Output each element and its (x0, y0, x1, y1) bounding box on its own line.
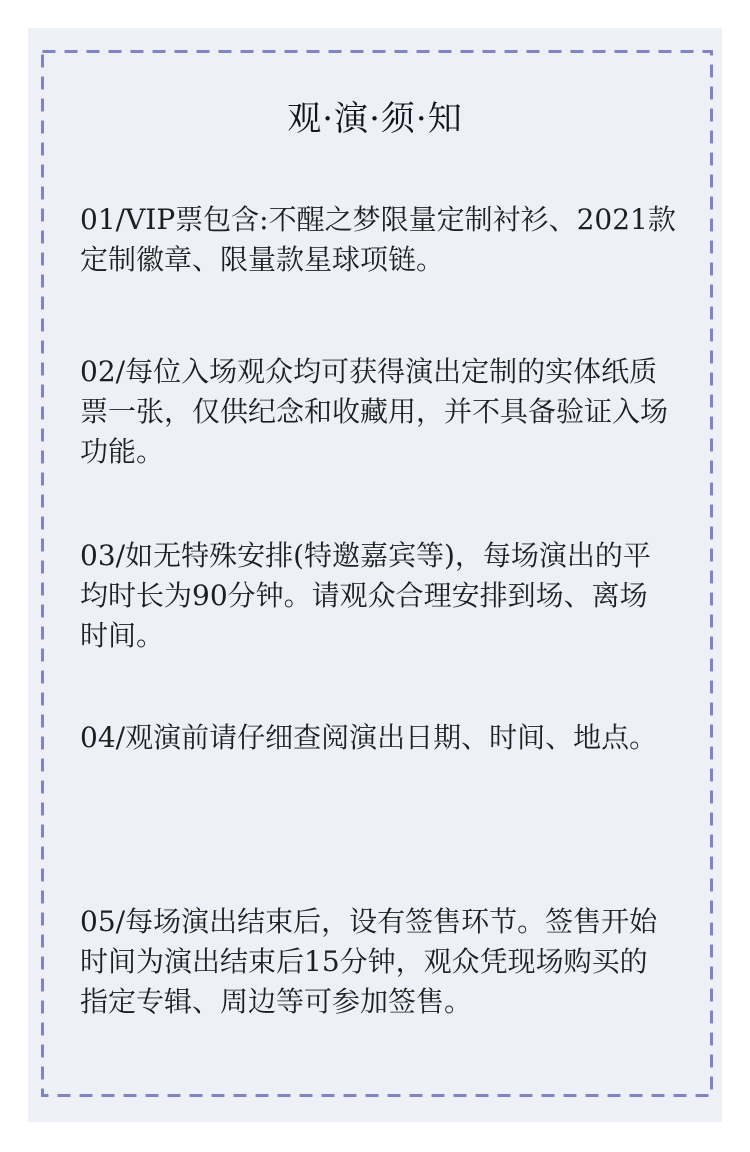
notice-paragraph-02 (80, 352, 668, 472)
paragraph-line: 03/如无特殊安排(特邀嘉宾等)，每场演出的平 (80, 539, 651, 572)
paragraph-line: 01/VIP票包含:不醒之梦限量定制衬衫、2021款 (80, 203, 676, 236)
paragraph-line: 定制徽章、限量款星球项链。 (80, 243, 445, 276)
paragraph-line: 指定专辑、周边等可参加签售。 (80, 985, 473, 1018)
notice-panel (28, 28, 722, 1122)
paragraph-line: 时间。 (80, 619, 165, 652)
notice-paragraph-05 (80, 902, 657, 1022)
paragraph-line: 功能。 (80, 435, 165, 468)
notice-paragraph-03 (80, 536, 651, 656)
paragraph-line: 05/每场演出结束后，设有签售环节。签售开始 (80, 905, 658, 938)
notice-paragraph-04 (80, 718, 657, 758)
paragraph-line: 均时长为90分钟。请观众合理安排到场、离场 (80, 579, 648, 612)
paragraph-line: 时间为演出结束后15分钟，观众凭现场购买的 (80, 945, 648, 978)
paragraph-line: 04/观演前请仔细查阅演出日期、时间、地点。 (80, 721, 658, 754)
paragraph-line: 票一张，仅供纪念和收藏用，并不具备验证入场 (80, 395, 669, 428)
notice-title: 观·演·须·知 (287, 99, 463, 139)
notice-paragraph-01 (80, 200, 676, 280)
paragraph-line: 02/每位入场观众均可获得演出定制的实体纸质 (80, 355, 658, 388)
